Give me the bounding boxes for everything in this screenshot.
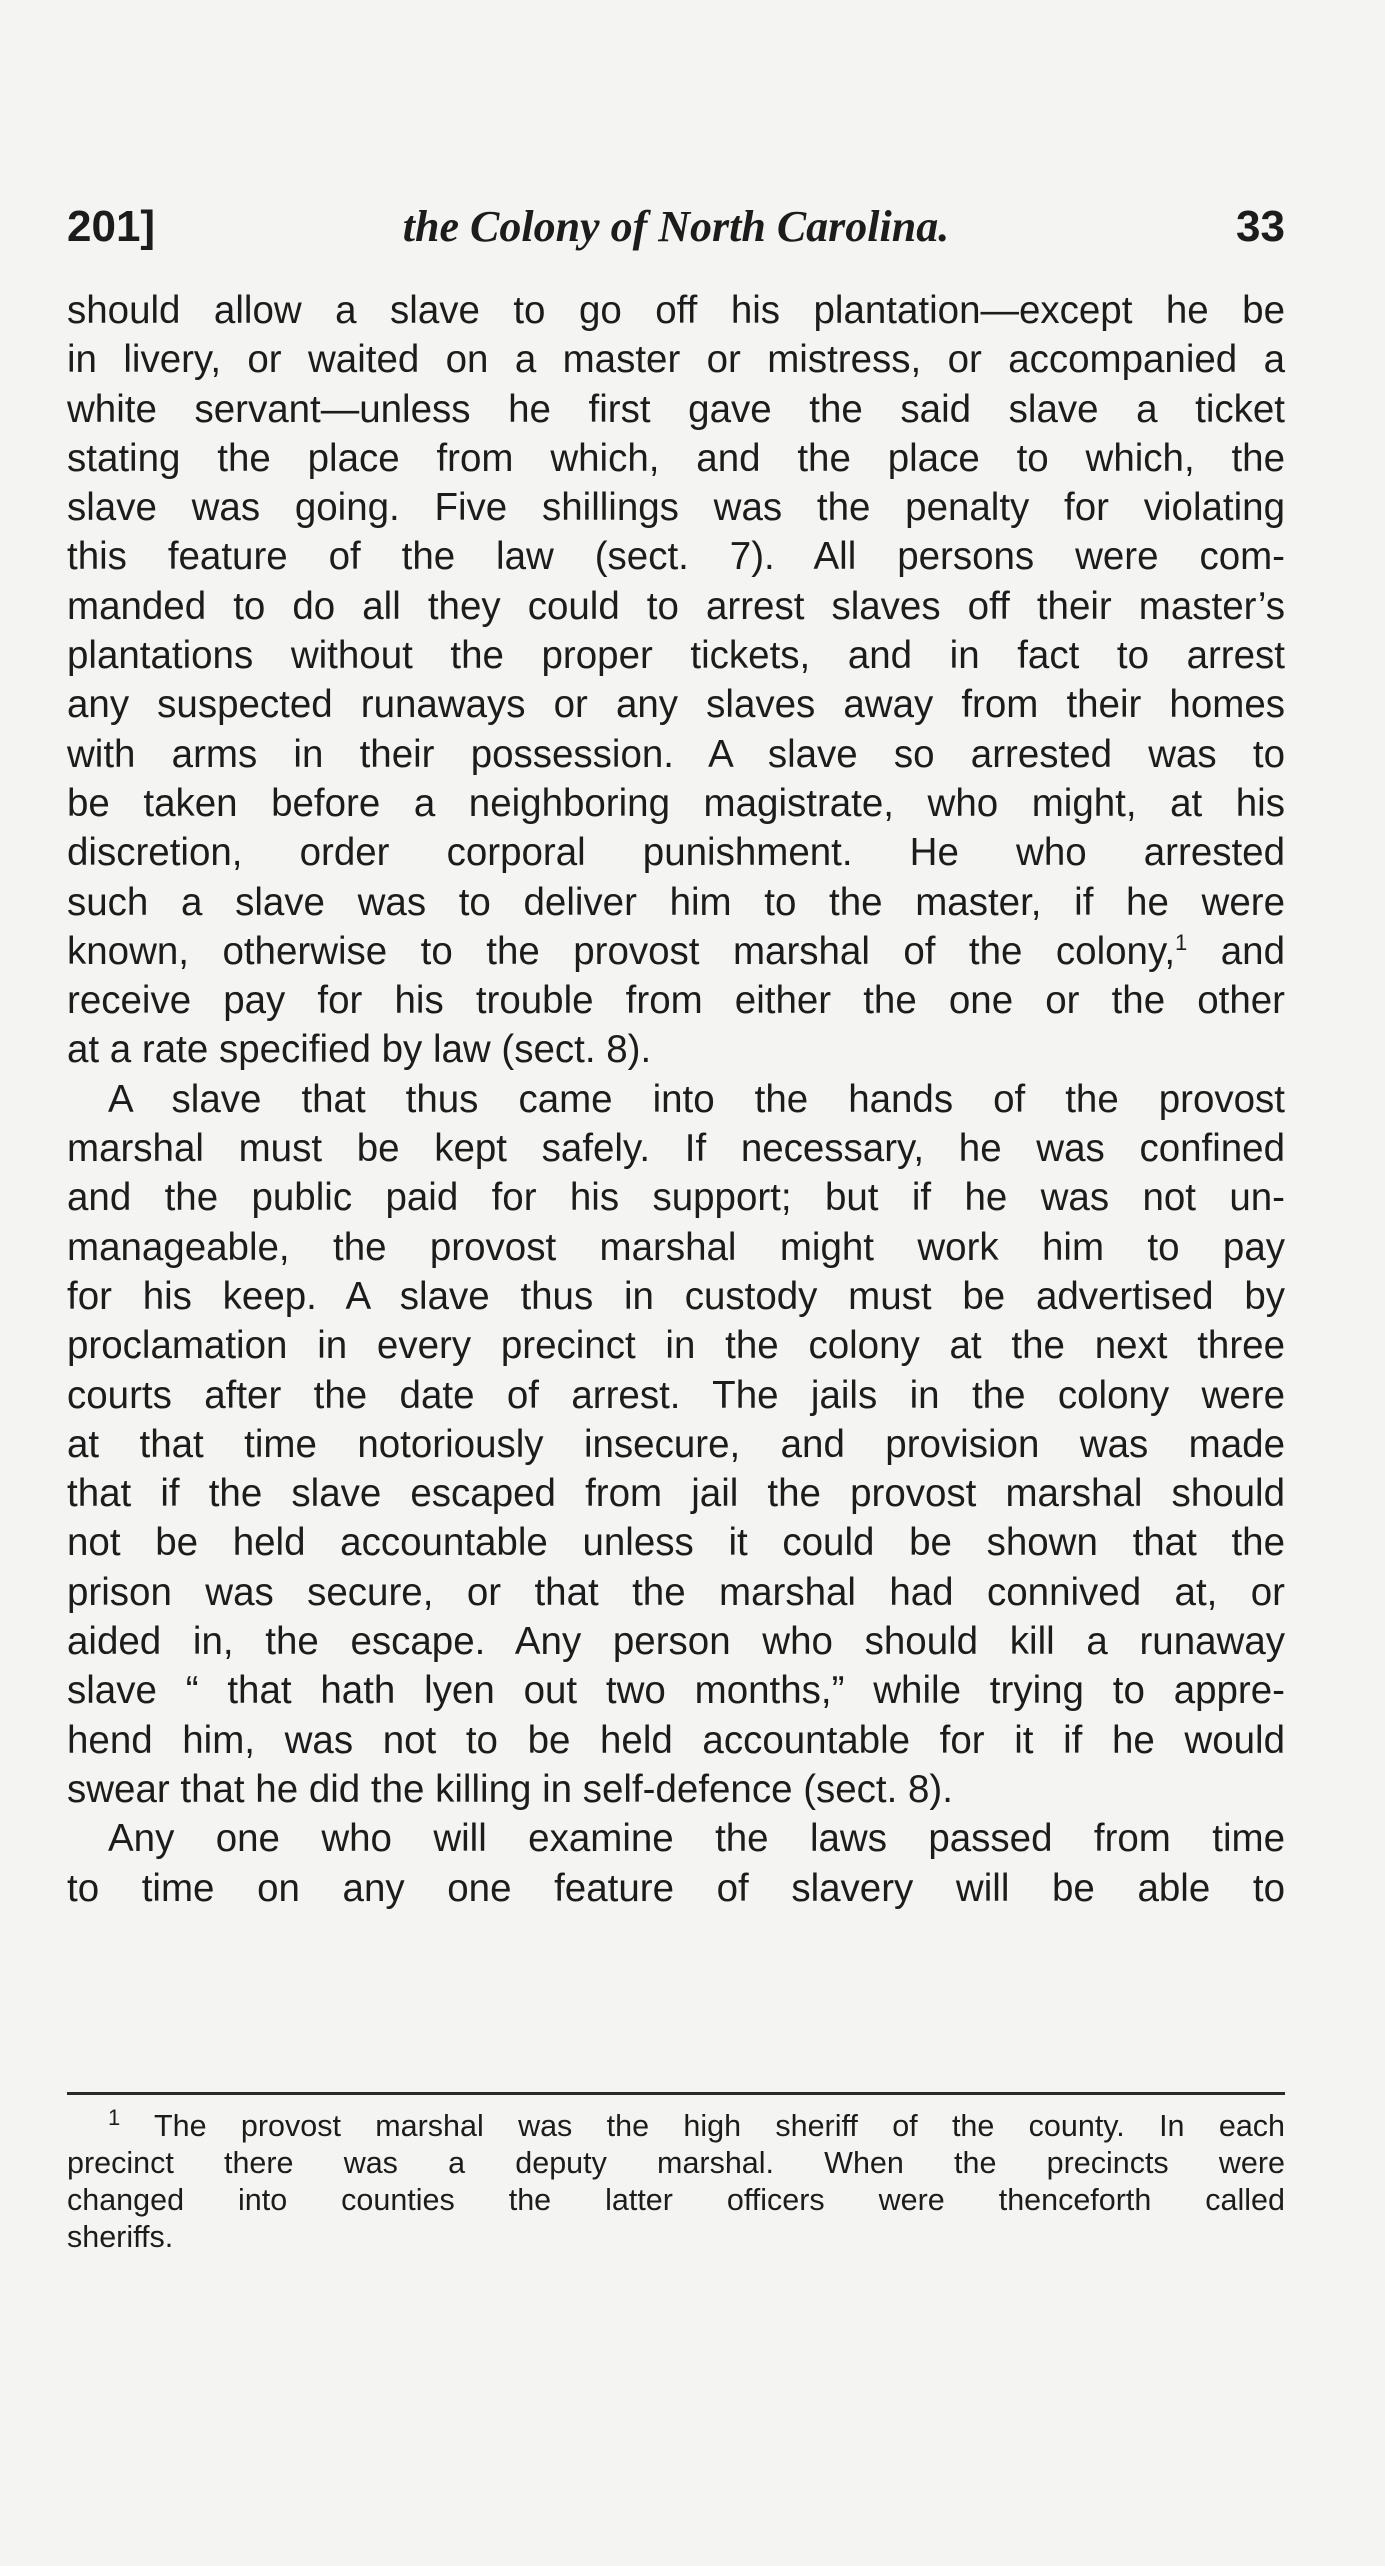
text-line: any suspected runaways or any slaves away from their homes	[67, 683, 1285, 727]
text-line: prison was secure, or that the marshal had connived at, or	[67, 1570, 1285, 1614]
text-line: stating the place from which, and the place to which, the	[67, 436, 1285, 480]
text-line: manded to do all they could to arrest slaves off their master’s	[67, 584, 1285, 628]
text-line: swear that he did the killing in self-defence (sect. 8).	[67, 1767, 953, 1811]
page-reference: 201]	[67, 202, 156, 251]
footnote-line: changed into counties the latter officers were thenceforth called	[67, 2183, 1285, 2217]
footnote-line-text: The provost marshal was the high sheriff of the county. In each	[120, 2109, 1285, 2143]
footnote-marker: 1	[108, 2104, 121, 2130]
footnote	[67, 2104, 1285, 2256]
text-line: not be held accountable unless it could be shown that the	[67, 1521, 1285, 1565]
footnote-line: sheriffs.	[67, 2220, 174, 2254]
text-line: A slave that thus came into the hands of the provost	[108, 1077, 1285, 1121]
footnote-line: precinct there was a deputy marshal. When the precincts were	[67, 2146, 1285, 2180]
text-line: slave was going. Five shillings was the penalty for violating	[67, 486, 1285, 530]
text-line: this feature of the law (sect. 7). All persons were com-	[67, 535, 1285, 579]
text-line: should allow a slave to go off his plantation—except he be	[67, 289, 1285, 332]
text-line-part: and	[1187, 929, 1285, 973]
text-line-with-footnote-ref	[67, 927, 1285, 976]
text-line: slave “ that hath lyen out two months,” while trying to appre-	[67, 1669, 1285, 1713]
text-line: hend him, was not to be held accountable for it if he would	[67, 1718, 1285, 1762]
text-line: receive pay for his trouble from either the one or the other	[67, 979, 1285, 1023]
footnote-reference[interactable]: 1	[1175, 930, 1188, 956]
text-line: plantations without the proper tickets, and in fact to arrest	[67, 634, 1285, 678]
text-line-part: known, otherwise to the provost marshal of the colony,	[67, 929, 1176, 973]
running-head	[67, 198, 1285, 256]
text-line: and the public paid for his support; but if he was not un-	[67, 1176, 1285, 1220]
text-line: white servant—unless he first gave the said slave a ticket	[67, 387, 1285, 431]
text-line: at a rate specified by law (sect. 8).	[67, 1028, 652, 1072]
text-line: marshal must be kept safely. If necessary, he was confined	[67, 1127, 1285, 1171]
running-title: the Colony of North Carolina.	[402, 202, 950, 251]
text-line: aided in, the escape. Any person who should kill a runaway	[67, 1620, 1285, 1664]
text-line: proclamation in every precinct in the colony at the next three	[67, 1324, 1285, 1368]
text-line: at that time notoriously insecure, and provision was made	[67, 1422, 1285, 1466]
text-line: for his keep. A slave thus in custody must be advertised by	[67, 1274, 1285, 1318]
text-line: in livery, or waited on a master or mistress, or accompanied a	[67, 338, 1285, 382]
text-line: to time on any one feature of slavery will be able to	[67, 1866, 1285, 1910]
text-line: be taken before a neighboring magistrate, who might, at his	[67, 781, 1285, 825]
footnote-divider	[67, 2092, 1285, 2095]
page-number: 33	[1236, 202, 1285, 251]
text-line: discretion, order corporal punishment. He who arrested	[67, 831, 1285, 875]
footnote-line	[67, 2104, 1285, 2145]
text-line: Any one who will examine the laws passed from time	[108, 1817, 1285, 1861]
text-line: such a slave was to deliver him to the master, if he were	[67, 880, 1285, 924]
text-line: manageable, the provost marshal might work him to pay	[67, 1225, 1285, 1269]
text-line: with arms in their possession. A slave so arrested was to	[67, 732, 1285, 776]
text-line: courts after the date of arrest. The jails in the colony were	[67, 1373, 1285, 1417]
body-text	[67, 286, 1285, 1913]
text-line: that if the slave escaped from jail the provost marshal should	[67, 1472, 1285, 1516]
